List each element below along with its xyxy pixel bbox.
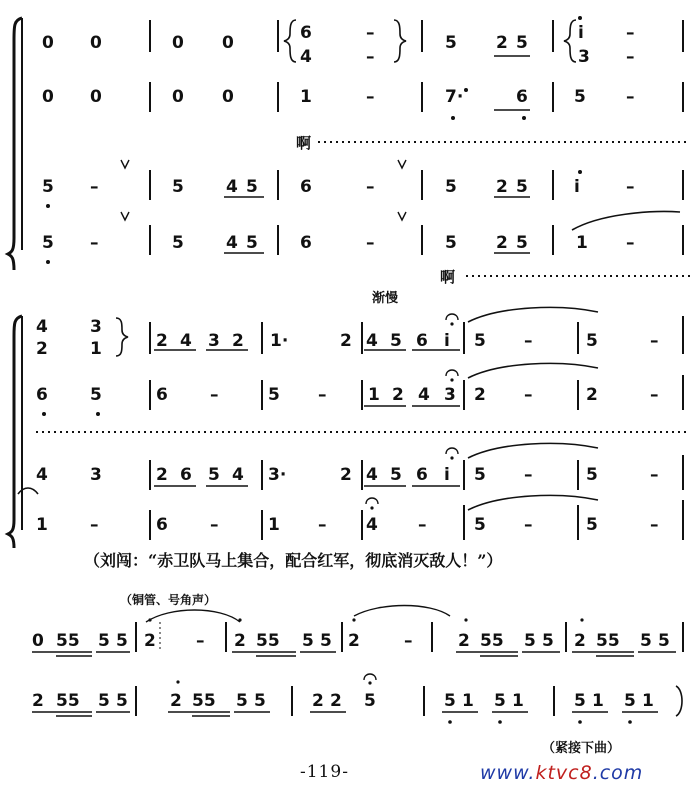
note: 2: [234, 631, 246, 651]
note: 2: [586, 385, 598, 405]
note: 1: [36, 515, 48, 535]
system-3-notes: [32, 631, 670, 756]
note: 2: [458, 631, 470, 651]
note: 55: [56, 631, 80, 651]
note: 4: [180, 331, 192, 351]
note: 4: [36, 465, 48, 485]
note: 55: [192, 691, 216, 711]
note: 5: [90, 385, 102, 405]
note: 2: [392, 385, 404, 405]
note: –: [196, 631, 205, 651]
note: 55: [256, 631, 280, 651]
page-number: -119-: [300, 762, 349, 782]
note: 5: [640, 631, 652, 651]
watermark: [480, 762, 643, 784]
note: 5: [444, 691, 456, 711]
note: 1·: [270, 331, 289, 351]
note: –: [626, 233, 635, 253]
note: 4: [226, 177, 238, 197]
note: 2: [36, 339, 48, 359]
note: 4: [232, 465, 244, 485]
note: 6: [416, 465, 428, 485]
watermark-part: ktvc8: [535, 762, 593, 784]
note: –: [650, 465, 659, 485]
note: 5: [172, 233, 184, 253]
note: –: [366, 23, 375, 43]
note: 5: [586, 515, 598, 535]
note: –: [366, 233, 375, 253]
note: 0: [42, 87, 54, 107]
note: 5: [98, 691, 110, 711]
system-1-dots: [46, 16, 582, 264]
note: 4: [366, 515, 378, 535]
note: 6: [516, 87, 528, 107]
note: 2: [330, 691, 342, 711]
note: 2: [496, 177, 508, 197]
note: 5: [236, 691, 248, 711]
note: 5: [42, 177, 54, 197]
note: 3·: [268, 465, 287, 485]
note: 2: [32, 691, 44, 711]
note: 6: [300, 177, 312, 197]
note: 2: [474, 385, 486, 405]
note: 55: [480, 631, 504, 651]
note: 1: [462, 691, 474, 711]
note: 2: [144, 631, 156, 651]
note: 5: [254, 691, 266, 711]
note: –: [524, 465, 533, 485]
note: 5: [445, 233, 457, 253]
note: 5: [494, 691, 506, 711]
note: 5: [208, 465, 220, 485]
note: 5: [364, 691, 376, 711]
note: 7·: [445, 87, 464, 107]
note: 55: [56, 691, 80, 711]
note: 4: [366, 331, 378, 351]
note: 0: [32, 631, 44, 651]
note: 5: [542, 631, 554, 651]
note: 2: [156, 331, 168, 351]
note: 4: [300, 47, 312, 67]
note: 3: [444, 385, 456, 405]
note: 3: [90, 317, 102, 337]
note: –: [524, 385, 533, 405]
note: i: [444, 465, 450, 485]
note: i: [574, 177, 580, 197]
note: 5: [624, 691, 636, 711]
note: 6: [416, 331, 428, 351]
note: 5: [302, 631, 314, 651]
note: –: [524, 515, 533, 535]
note: 3: [578, 47, 590, 67]
note: –: [626, 47, 635, 67]
note: 2: [348, 631, 360, 651]
note: 4: [36, 317, 48, 337]
note: –: [418, 515, 427, 535]
note: 5: [574, 691, 586, 711]
note: 1: [592, 691, 604, 711]
note: 5: [116, 631, 128, 651]
note: –: [626, 23, 635, 43]
note: 2: [232, 331, 244, 351]
note: 5: [390, 331, 402, 351]
note: 0: [172, 33, 184, 53]
instrument-note: （铜管、号角声）: [120, 593, 217, 607]
note: 4: [366, 465, 378, 485]
note: 0: [222, 33, 234, 53]
note: 5: [474, 465, 486, 485]
note: –: [210, 515, 219, 535]
note: 1: [90, 339, 102, 359]
watermark-part: www.: [480, 762, 536, 784]
note: 0: [90, 87, 102, 107]
note: –: [366, 87, 375, 107]
note: 5: [516, 233, 528, 253]
note: 5: [445, 33, 457, 53]
note: 6: [300, 23, 312, 43]
note: 1: [368, 385, 380, 405]
note: 5: [390, 465, 402, 485]
note: 5: [320, 631, 332, 651]
note: 1: [512, 691, 524, 711]
note: 5: [574, 87, 586, 107]
note: 6: [156, 385, 168, 405]
lyric-ah: 啊: [296, 134, 312, 152]
note: 5: [524, 631, 536, 651]
note: –: [404, 631, 413, 651]
note: 5: [246, 233, 258, 253]
lyric-ah: 啊: [440, 268, 456, 286]
note: 5: [172, 177, 184, 197]
note: 0: [42, 33, 54, 53]
note: –: [366, 177, 375, 197]
note: –: [650, 385, 659, 405]
note: –: [90, 177, 99, 197]
tempo-mark: 渐慢: [372, 291, 399, 306]
note: –: [210, 385, 219, 405]
system-2-notes: [36, 290, 659, 607]
note: 5: [516, 33, 528, 53]
note: 4: [226, 233, 238, 253]
note: –: [650, 331, 659, 351]
note: 2: [170, 691, 182, 711]
note: 1: [642, 691, 654, 711]
dialogue-text: （刘闯：“赤卫队马上集合，配合红军，彻底消灭敌人！”）: [84, 551, 503, 570]
note: 5: [116, 691, 128, 711]
note: –: [366, 47, 375, 67]
system-3-dots: [148, 618, 631, 723]
system-1-notes: [42, 23, 635, 286]
note: 0: [90, 33, 102, 53]
note: 5: [586, 465, 598, 485]
note: –: [524, 331, 533, 351]
note: 2: [340, 331, 352, 351]
watermark-part: .com: [592, 762, 644, 784]
note: 5: [246, 177, 258, 197]
note: 0: [222, 87, 234, 107]
note: 3: [90, 465, 102, 485]
note: 2: [496, 233, 508, 253]
note: 2: [156, 465, 168, 485]
note: 5: [586, 331, 598, 351]
note: 3: [208, 331, 220, 351]
note: –: [626, 177, 635, 197]
note: 4: [418, 385, 430, 405]
note: 2: [312, 691, 324, 711]
segue-note: （紧接下曲）: [542, 741, 621, 756]
note: 5: [474, 515, 486, 535]
note: i: [578, 23, 584, 43]
note: 6: [300, 233, 312, 253]
note: 6: [156, 515, 168, 535]
note: –: [318, 515, 327, 535]
note: 1: [576, 233, 588, 253]
note: 5: [42, 233, 54, 253]
note: 2: [574, 631, 586, 651]
note: 0: [172, 87, 184, 107]
note: i: [444, 331, 450, 351]
note: 5: [474, 331, 486, 351]
note: 6: [36, 385, 48, 405]
note: 5: [268, 385, 280, 405]
note: 6: [180, 465, 192, 485]
note: 1: [268, 515, 280, 535]
note: 55: [596, 631, 620, 651]
note: 2: [340, 465, 352, 485]
note: 5: [98, 631, 110, 651]
note: –: [90, 515, 99, 535]
note: –: [90, 233, 99, 253]
note: 5: [516, 177, 528, 197]
note: 5: [658, 631, 670, 651]
note: –: [318, 385, 327, 405]
note: 1: [300, 87, 312, 107]
note: 5: [445, 177, 457, 197]
note: 2: [496, 33, 508, 53]
note: –: [650, 515, 659, 535]
note: –: [626, 87, 635, 107]
